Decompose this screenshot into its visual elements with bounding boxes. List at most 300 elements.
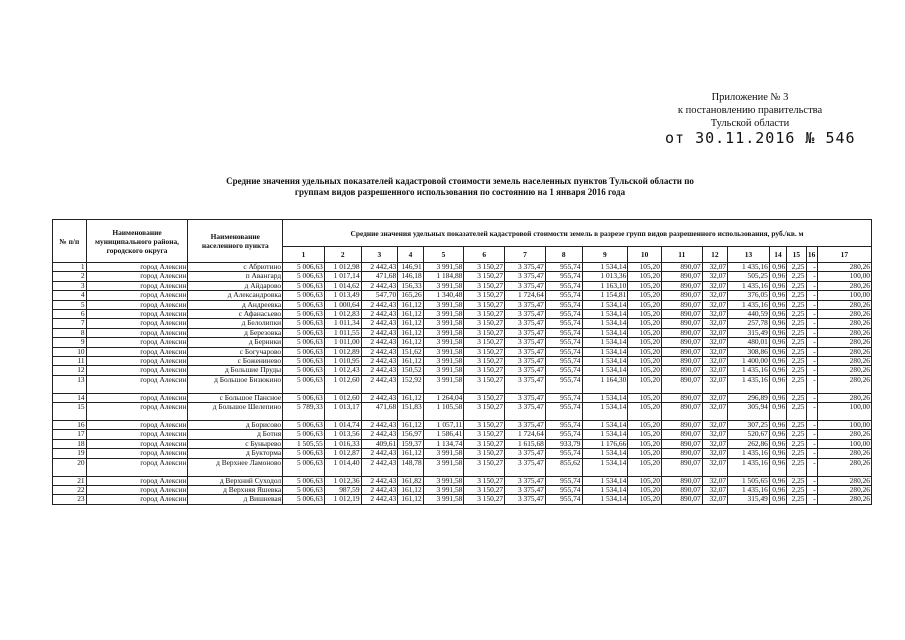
- value-cell: 105,20: [628, 291, 662, 300]
- value-cell: 1 534,14: [582, 449, 628, 458]
- value-cell: 280,26: [817, 300, 871, 309]
- value-cell: 280,26: [817, 393, 871, 402]
- value-cell: 105,20: [628, 300, 662, 309]
- value-cell: 955,74: [545, 281, 582, 290]
- value-cell: 2,25: [787, 439, 806, 448]
- value-cell: 1 012,87: [324, 449, 361, 458]
- group-number-header: 8: [545, 247, 582, 263]
- value-cell: 161,12: [398, 393, 423, 402]
- value-cell: 3 375,47: [505, 375, 546, 393]
- settlement-cell: д Борисово: [188, 421, 283, 430]
- settlement-cell: с Богучарово: [188, 347, 283, 356]
- value-cell: 0,96: [769, 366, 786, 375]
- row-number: 1: [53, 263, 87, 272]
- value-cell: 3 150,27: [464, 393, 505, 402]
- municipality-cell: город Алексин: [86, 458, 188, 476]
- settlement-cell: д Ботня: [188, 430, 283, 439]
- value-cell: 955,74: [545, 449, 582, 458]
- value-cell: 32,07: [702, 281, 727, 290]
- value-cell: 2,25: [787, 347, 806, 356]
- value-cell: 3 150,27: [464, 319, 505, 328]
- value-cell: 3 375,47: [505, 309, 546, 318]
- value-cell: 1 534,14: [582, 430, 628, 439]
- value-cell: 1 010,95: [324, 356, 361, 365]
- value-cell: 1 505,55: [283, 439, 325, 448]
- value-cell: 100,00: [817, 439, 871, 448]
- value-cell: 1 435,16: [728, 486, 770, 495]
- table-row: [53, 458, 872, 476]
- value-cell: 105,20: [628, 281, 662, 290]
- value-cell: 2 442,43: [361, 375, 398, 393]
- value-cell: 3 150,27: [464, 263, 505, 272]
- row-number: 5: [53, 300, 87, 309]
- value-cell: 890,07: [661, 439, 702, 448]
- value-cell: 1 534,14: [582, 393, 628, 402]
- row-number: 21: [53, 476, 87, 485]
- value-cell: 3 375,47: [505, 476, 546, 485]
- value-cell: 32,07: [702, 495, 727, 504]
- value-cell: 32,07: [702, 347, 727, 356]
- group-number-header: 3: [361, 247, 398, 263]
- value-cell: 2 442,43: [361, 300, 398, 309]
- value-cell: 105,20: [628, 393, 662, 402]
- value-cell: -: [806, 338, 817, 347]
- row-number: 16: [53, 421, 87, 430]
- value-cell: 0,96: [769, 291, 786, 300]
- value-cell: 1 724,64: [505, 291, 546, 300]
- value-cell: 1 534,14: [582, 300, 628, 309]
- value-cell: 148,78: [398, 458, 423, 476]
- value-cell: 161,12: [398, 309, 423, 318]
- value-cell: 105,20: [628, 338, 662, 347]
- value-cell: -: [806, 375, 817, 393]
- group-number-header: 4: [398, 247, 423, 263]
- table-row: [53, 403, 872, 421]
- value-cell: 280,26: [817, 263, 871, 272]
- settlement-cell: д Большие Пруды: [188, 366, 283, 375]
- value-cell: 890,07: [661, 393, 702, 402]
- value-cell: 1 340,48: [423, 291, 464, 300]
- value-cell: 955,74: [545, 272, 582, 281]
- value-cell: 955,74: [545, 486, 582, 495]
- value-cell: 3 991,58: [423, 449, 464, 458]
- settlement-cell: д Вишневая: [188, 495, 283, 504]
- value-cell: 955,74: [545, 495, 582, 504]
- table-row: [53, 300, 872, 309]
- table-row: [53, 272, 872, 281]
- municipality-cell: город Алексин: [86, 291, 188, 300]
- value-cell: 890,07: [661, 309, 702, 318]
- value-cell: 955,74: [545, 393, 582, 402]
- value-cell: 0,96: [769, 309, 786, 318]
- settlement-cell: д Белолипки: [188, 319, 283, 328]
- value-cell: 3 991,58: [423, 366, 464, 375]
- value-cell: 280,26: [817, 430, 871, 439]
- group-number-header: 2: [324, 247, 361, 263]
- value-cell: 161,12: [398, 495, 423, 504]
- value-cell: -: [806, 291, 817, 300]
- settlement-cell: д Березовка: [188, 328, 283, 337]
- value-cell: 308,86: [728, 347, 770, 356]
- value-cell: 1 134,74: [423, 439, 464, 448]
- value-cell: 3 991,58: [423, 375, 464, 393]
- value-cell: 1 012,83: [324, 309, 361, 318]
- value-cell: 2,25: [787, 476, 806, 485]
- value-cell: 105,20: [628, 458, 662, 476]
- value-cell: 1 016,33: [324, 439, 361, 448]
- value-cell: 3 991,58: [423, 476, 464, 485]
- value-cell: -: [806, 309, 817, 318]
- value-cell: 3 150,27: [464, 430, 505, 439]
- value-cell: 3 375,47: [505, 272, 546, 281]
- value-cell: 105,20: [628, 449, 662, 458]
- value-cell: -: [806, 458, 817, 476]
- value-cell: 100,00: [817, 403, 871, 421]
- value-cell: 100,00: [817, 291, 871, 300]
- value-cell: 5 006,63: [283, 421, 325, 430]
- value-cell: 3 150,27: [464, 421, 505, 430]
- appendix-block: [640, 91, 860, 130]
- value-cell: 5 006,63: [283, 458, 325, 476]
- value-cell: 0,96: [769, 272, 786, 281]
- value-cell: 32,07: [702, 439, 727, 448]
- value-cell: 3 150,27: [464, 495, 505, 504]
- value-cell: 3 375,47: [505, 347, 546, 356]
- value-cell: 1 013,17: [324, 403, 361, 421]
- value-cell: 1 534,14: [582, 458, 628, 476]
- header-number: № п/п: [53, 220, 87, 263]
- value-cell: 955,74: [545, 263, 582, 272]
- value-cell: 32,07: [702, 309, 727, 318]
- value-cell: 280,26: [817, 338, 871, 347]
- value-cell: -: [806, 393, 817, 402]
- row-number: 20: [53, 458, 87, 476]
- settlement-cell: д Андреевка: [188, 300, 283, 309]
- value-cell: -: [806, 328, 817, 337]
- value-cell: 105,20: [628, 495, 662, 504]
- value-cell: 5 006,63: [283, 263, 325, 272]
- value-cell: 5 006,63: [283, 476, 325, 485]
- value-cell: 2,25: [787, 366, 806, 375]
- value-cell: 1 012,89: [324, 347, 361, 356]
- value-cell: 161,12: [398, 300, 423, 309]
- value-cell: 2,25: [787, 449, 806, 458]
- value-cell: 1 014,62: [324, 281, 361, 290]
- value-cell: 152,92: [398, 375, 423, 393]
- value-cell: 5 006,63: [283, 375, 325, 393]
- value-cell: 2,25: [787, 430, 806, 439]
- value-cell: 890,07: [661, 263, 702, 272]
- value-cell: 32,07: [702, 366, 727, 375]
- value-cell: 2,25: [787, 486, 806, 495]
- appendix-line-2: к постановлению правительства: [677, 105, 823, 116]
- value-cell: 5 006,63: [283, 272, 325, 281]
- value-cell: 156,33: [398, 281, 423, 290]
- value-cell: 2 442,43: [361, 356, 398, 365]
- row-number: 14: [53, 393, 87, 402]
- title-line-1: Средние значения удельных показателей кадастровой стоимости земель населенных пунктов Тульской области по: [226, 176, 694, 186]
- value-cell: 471,68: [361, 272, 398, 281]
- value-cell: 3 150,27: [464, 439, 505, 448]
- value-cell: 3 991,58: [423, 347, 464, 356]
- group-number-header: 12: [702, 247, 727, 263]
- value-cell: 890,07: [661, 300, 702, 309]
- value-cell: 105,20: [628, 356, 662, 365]
- value-cell: 105,20: [628, 430, 662, 439]
- value-cell: 955,74: [545, 300, 582, 309]
- value-cell: 933,79: [545, 439, 582, 448]
- settlement-cell: д Верхнее Ламоново: [188, 458, 283, 476]
- value-cell: 161,12: [398, 319, 423, 328]
- value-cell: 1 014,74: [324, 421, 361, 430]
- row-number: 11: [53, 356, 87, 365]
- value-cell: 32,07: [702, 356, 727, 365]
- value-cell: 3 375,47: [505, 393, 546, 402]
- title-line-2: группам видов разрешенного использования по состоянию на 1 января 2016 года: [294, 187, 626, 197]
- value-cell: 890,07: [661, 476, 702, 485]
- value-cell: 32,07: [702, 375, 727, 393]
- value-cell: 3 991,58: [423, 495, 464, 504]
- value-cell: 3 375,47: [505, 281, 546, 290]
- value-cell: 3 991,58: [423, 458, 464, 476]
- value-cell: 5 006,63: [283, 291, 325, 300]
- value-cell: 5 006,63: [283, 495, 325, 504]
- value-cell: 1 176,66: [582, 439, 628, 448]
- value-cell: 1 534,14: [582, 356, 628, 365]
- value-cell: 955,74: [545, 403, 582, 421]
- document-title: [150, 176, 770, 198]
- value-cell: 315,49: [728, 495, 770, 504]
- value-cell: 3 375,47: [505, 421, 546, 430]
- value-cell: 0,96: [769, 263, 786, 272]
- header-values: Средние значения удельных показателей кадастровой стоимости земель в разрезе групп видов разрешенного использования, руб./кв. м: [283, 220, 872, 247]
- value-cell: 280,26: [817, 356, 871, 365]
- value-cell: 105,20: [628, 366, 662, 375]
- value-cell: 1 534,14: [582, 403, 628, 421]
- value-cell: 0,96: [769, 300, 786, 309]
- value-cell: 2,25: [787, 291, 806, 300]
- value-cell: 1 154,81: [582, 291, 628, 300]
- value-cell: 2 442,43: [361, 430, 398, 439]
- value-cell: 480,01: [728, 338, 770, 347]
- table-body: [53, 263, 872, 505]
- value-cell: 2 442,43: [361, 495, 398, 504]
- value-cell: 32,07: [702, 393, 727, 402]
- value-cell: 315,49: [728, 328, 770, 337]
- value-cell: 1 057,11: [423, 421, 464, 430]
- settlement-cell: с Боженинево: [188, 356, 283, 365]
- value-cell: 2 442,43: [361, 328, 398, 337]
- value-cell: 1 011,55: [324, 328, 361, 337]
- value-cell: 0,96: [769, 421, 786, 430]
- value-cell: 2,25: [787, 319, 806, 328]
- municipality-cell: город Алексин: [86, 328, 188, 337]
- value-cell: 3 375,47: [505, 486, 546, 495]
- settlement-cell: с Афанасьево: [188, 309, 283, 318]
- value-cell: 376,05: [728, 291, 770, 300]
- value-cell: 890,07: [661, 328, 702, 337]
- value-cell: 0,96: [769, 403, 786, 421]
- value-cell: 105,20: [628, 309, 662, 318]
- value-cell: 1 534,14: [582, 319, 628, 328]
- value-cell: 105,20: [628, 328, 662, 337]
- value-cell: 280,26: [817, 366, 871, 375]
- value-cell: -: [806, 281, 817, 290]
- value-cell: 890,07: [661, 347, 702, 356]
- value-cell: 280,26: [817, 449, 871, 458]
- value-cell: -: [806, 486, 817, 495]
- value-cell: 890,07: [661, 495, 702, 504]
- value-cell: 280,26: [817, 458, 871, 476]
- municipality-cell: город Алексин: [86, 421, 188, 430]
- group-number-header: 17: [817, 247, 871, 263]
- value-cell: 3 991,58: [423, 263, 464, 272]
- municipality-cell: город Алексин: [86, 393, 188, 402]
- municipality-cell: город Алексин: [86, 356, 188, 365]
- value-cell: 3 375,47: [505, 366, 546, 375]
- value-cell: 955,74: [545, 309, 582, 318]
- value-cell: 1 012,98: [324, 263, 361, 272]
- value-cell: 520,67: [728, 430, 770, 439]
- municipality-cell: город Алексин: [86, 476, 188, 485]
- value-cell: 1 012,19: [324, 495, 361, 504]
- value-cell: 2,25: [787, 309, 806, 318]
- group-number-header: 16: [806, 247, 817, 263]
- value-cell: 0,96: [769, 347, 786, 356]
- value-cell: 0,96: [769, 486, 786, 495]
- settlement-cell: д Александровка: [188, 291, 283, 300]
- value-cell: 2,25: [787, 328, 806, 337]
- value-cell: 2 442,43: [361, 458, 398, 476]
- value-cell: 3 375,47: [505, 495, 546, 504]
- value-cell: 409,61: [361, 439, 398, 448]
- value-cell: 3 375,47: [505, 356, 546, 365]
- value-cell: 100,00: [817, 272, 871, 281]
- value-cell: 2,25: [787, 263, 806, 272]
- value-cell: 165,26: [398, 291, 423, 300]
- value-cell: 3 991,58: [423, 328, 464, 337]
- value-cell: 3 150,27: [464, 281, 505, 290]
- header-settlement: Наименование населенного пункта: [188, 220, 283, 263]
- value-cell: 1 435,16: [728, 281, 770, 290]
- value-cell: 955,74: [545, 347, 582, 356]
- value-cell: 1 534,14: [582, 263, 628, 272]
- value-cell: 1 534,14: [582, 486, 628, 495]
- value-cell: 2,25: [787, 403, 806, 421]
- value-cell: 2 442,43: [361, 421, 398, 430]
- value-cell: 0,96: [769, 328, 786, 337]
- value-cell: 0,96: [769, 458, 786, 476]
- municipality-cell: город Алексин: [86, 449, 188, 458]
- row-number: 15: [53, 403, 87, 421]
- value-cell: 105,20: [628, 476, 662, 485]
- settlement-cell: п Авангард: [188, 272, 283, 281]
- value-cell: 3 991,58: [423, 338, 464, 347]
- row-number: 13: [53, 375, 87, 393]
- settlement-cell: д Большое Бизюкино: [188, 375, 283, 393]
- value-cell: 955,74: [545, 338, 582, 347]
- settlement-cell: д Букторма: [188, 449, 283, 458]
- value-cell: 1 534,14: [582, 347, 628, 356]
- value-cell: 5 006,63: [283, 347, 325, 356]
- municipality-cell: город Алексин: [86, 300, 188, 309]
- table-row: [53, 319, 872, 328]
- municipality-cell: город Алексин: [86, 281, 188, 290]
- value-cell: 100,00: [817, 421, 871, 430]
- decree-stamp: от 30.11.2016 № 546: [665, 129, 856, 147]
- table-row: [53, 356, 872, 365]
- value-cell: -: [806, 272, 817, 281]
- value-cell: 280,26: [817, 347, 871, 356]
- value-cell: 5 006,63: [283, 300, 325, 309]
- value-cell: 1 012,60: [324, 375, 361, 393]
- value-cell: 3 150,27: [464, 291, 505, 300]
- value-cell: 987,59: [324, 486, 361, 495]
- value-cell: 32,07: [702, 319, 727, 328]
- value-cell: 1 435,16: [728, 263, 770, 272]
- value-cell: 3 150,27: [464, 300, 505, 309]
- value-cell: 2,25: [787, 495, 806, 504]
- table-row: [53, 338, 872, 347]
- value-cell: 3 150,27: [464, 328, 505, 337]
- row-number: 7: [53, 319, 87, 328]
- row-number: 6: [53, 309, 87, 318]
- value-cell: 3 150,27: [464, 338, 505, 347]
- value-cell: 0,96: [769, 356, 786, 365]
- value-cell: 1 534,14: [582, 421, 628, 430]
- value-cell: 3 375,47: [505, 338, 546, 347]
- value-cell: 2 442,43: [361, 281, 398, 290]
- value-cell: 890,07: [661, 272, 702, 281]
- value-cell: 3 375,47: [505, 319, 546, 328]
- value-cell: 2 442,43: [361, 393, 398, 402]
- value-cell: 3 150,27: [464, 458, 505, 476]
- value-cell: 262,86: [728, 439, 770, 448]
- value-cell: 2,25: [787, 356, 806, 365]
- value-cell: 1 505,65: [728, 476, 770, 485]
- municipality-cell: город Алексин: [86, 338, 188, 347]
- table-row: [53, 393, 872, 402]
- value-cell: 3 375,47: [505, 300, 546, 309]
- appendix-line-3: Тульской области: [710, 118, 790, 129]
- value-cell: 955,74: [545, 476, 582, 485]
- value-cell: 3 150,27: [464, 486, 505, 495]
- municipality-cell: город Алексин: [86, 272, 188, 281]
- value-cell: 105,20: [628, 403, 662, 421]
- value-cell: 1 435,16: [728, 300, 770, 309]
- value-cell: -: [806, 319, 817, 328]
- table-row: [53, 291, 872, 300]
- value-cell: 105,20: [628, 375, 662, 393]
- value-cell: 1 724,64: [505, 430, 546, 439]
- value-cell: 1 184,88: [423, 272, 464, 281]
- value-cell: 146,18: [398, 272, 423, 281]
- value-cell: 32,07: [702, 300, 727, 309]
- value-cell: 2 442,43: [361, 449, 398, 458]
- value-cell: 5 006,63: [283, 309, 325, 318]
- value-cell: 890,07: [661, 281, 702, 290]
- value-cell: -: [806, 439, 817, 448]
- value-cell: 280,26: [817, 319, 871, 328]
- value-cell: 0,96: [769, 338, 786, 347]
- settlement-cell: д Айдарово: [188, 281, 283, 290]
- value-cell: 0,96: [769, 281, 786, 290]
- value-cell: 2,25: [787, 281, 806, 290]
- group-number-header: 15: [787, 247, 806, 263]
- group-number-header: 1: [283, 247, 325, 263]
- value-cell: 32,07: [702, 476, 727, 485]
- row-number: 12: [53, 366, 87, 375]
